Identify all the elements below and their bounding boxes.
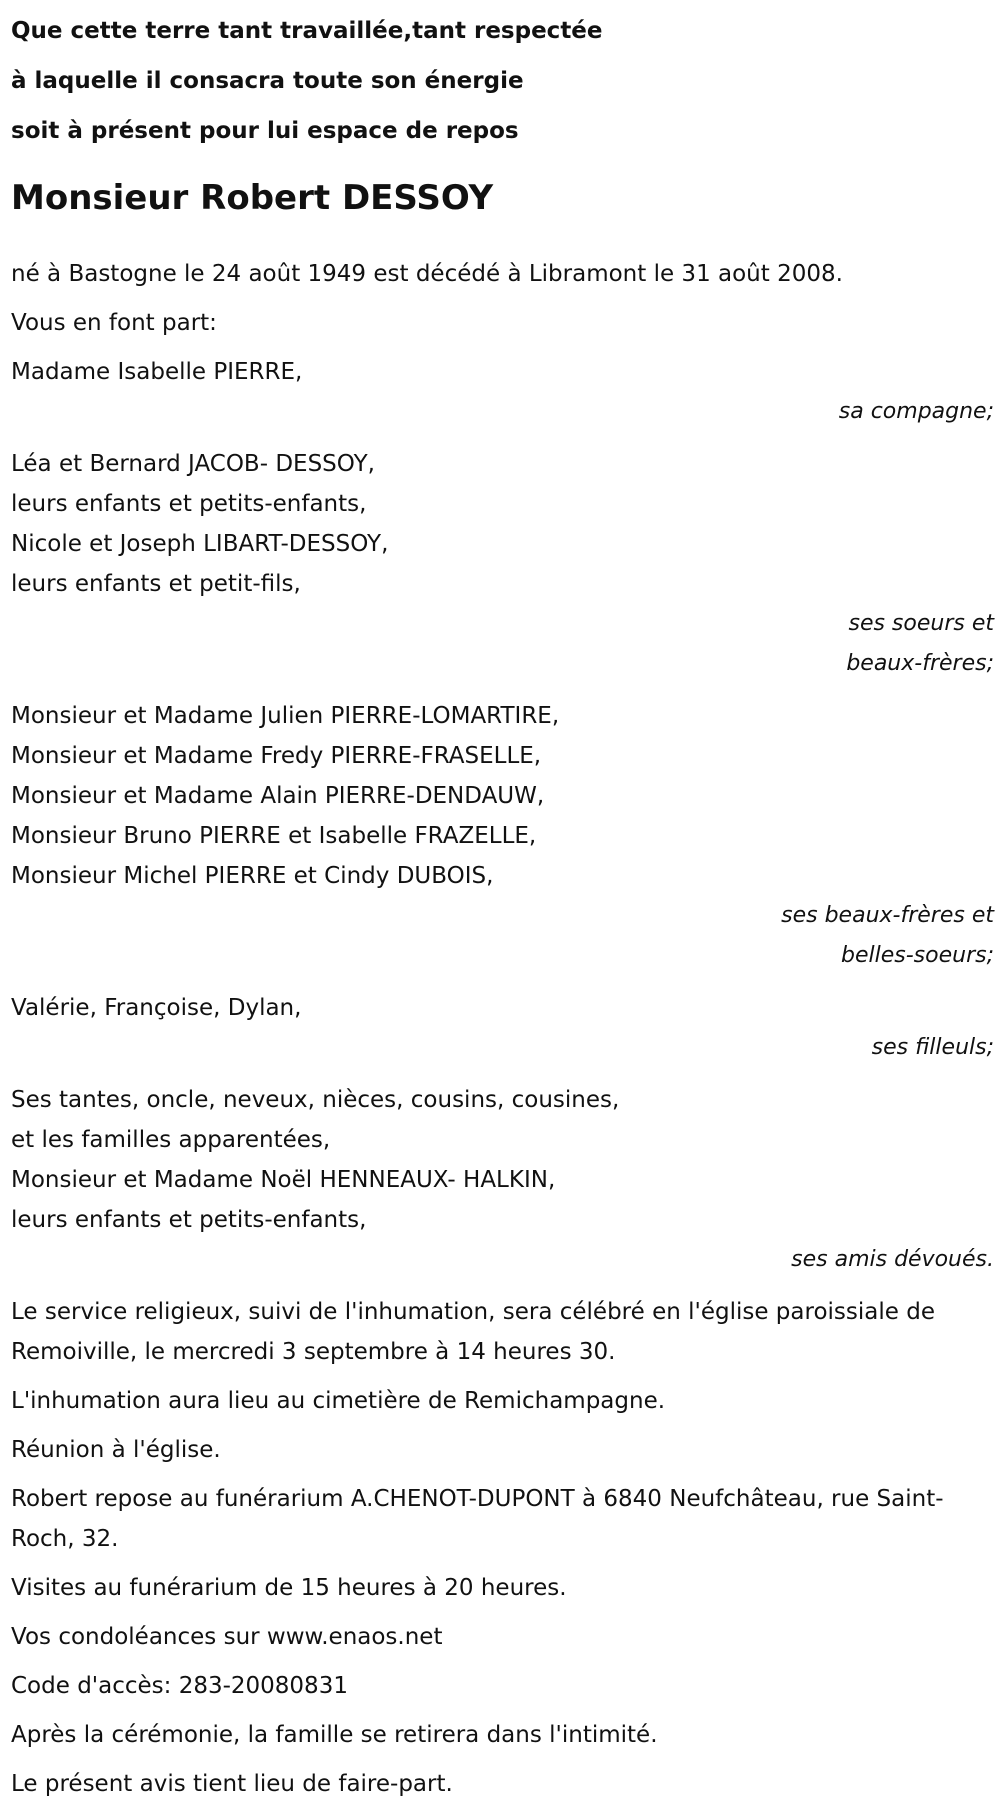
- mourner-line: et les familles apparentées,: [11, 1127, 331, 1153]
- relation-label: ses amis dévoués.: [791, 1247, 994, 1272]
- mourner-group-godchildren: [11, 988, 1000, 1068]
- intro: [11, 254, 1000, 343]
- epigraph: [11, 6, 1000, 156]
- relation-label: beaux-frères;: [846, 651, 994, 676]
- mourner-line: Monsieur et Madame Fredy PIERRE-FRASELLE,: [11, 743, 542, 769]
- service-info: Le service religieux, suivi de l'inhumation, sera célébré en l'église paroissiale de Remoiville, le mercredi 3 septembre à 14 heures 30.: [11, 1299, 935, 1365]
- mourner-groups: [11, 352, 1000, 1280]
- privacy-note: Après la cérémonie, la famille se retirera dans l'intimité.: [11, 1722, 658, 1748]
- service-details: [11, 1292, 1000, 1804]
- mourner-line: Monsieur et Madame Alain PIERRE-DENDAUW,: [11, 783, 545, 809]
- announcement-lead: Vous en font part:: [11, 310, 217, 336]
- relation-label: sa compagne;: [838, 399, 994, 424]
- mourner-line: Monsieur Michel PIERRE et Cindy DUBOIS,: [11, 863, 494, 889]
- relation-label: ses soeurs et: [848, 611, 994, 636]
- mourner-line: leurs enfants et petits-enfants,: [11, 1207, 367, 1233]
- mourner-line: Monsieur et Madame Julien PIERRE-LOMARTIRE,: [11, 703, 560, 729]
- visiting-hours: Visites au funérarium de 15 heures à 20 heures.: [11, 1575, 567, 1601]
- burial-info: L'inhumation aura lieu au cimetière de Remichampagne.: [11, 1388, 666, 1414]
- mourner-line: Léa et Bernard JACOB- DESSOY,: [11, 451, 375, 477]
- closing-note: Le présent avis tient lieu de faire-part.: [11, 1771, 453, 1797]
- epigraph-line: soit à présent pour lui espace de repos: [11, 118, 519, 144]
- mourner-group-sisters: [11, 444, 1000, 684]
- mourner-line: Monsieur Bruno PIERRE et Isabelle FRAZELLE,: [11, 823, 537, 849]
- mourner-line: Valérie, Françoise, Dylan,: [11, 995, 302, 1021]
- mourner-line: Monsieur et Madame Noël HENNEAUX- HALKIN,: [11, 1167, 556, 1193]
- mourner-line: Nicole et Joseph LIBART-DESSOY,: [11, 531, 389, 557]
- mourner-line: Ses tantes, oncle, neveux, nièces, cousins, cousines,: [11, 1087, 620, 1113]
- mourner-group-in-laws: [11, 696, 1000, 976]
- mourner-group-friends: [11, 1080, 1000, 1280]
- mourner-line: leurs enfants et petit-fils,: [11, 571, 301, 597]
- relation-label: ses beaux-frères et: [781, 903, 994, 928]
- relation-label: belles-soeurs;: [841, 943, 994, 968]
- epigraph-line: à laquelle il consacra toute son énergie: [11, 68, 524, 94]
- gathering-info: Réunion à l'église.: [11, 1437, 221, 1463]
- mourner-line: Madame Isabelle PIERRE,: [11, 359, 303, 385]
- condolences-info: Vos condoléances sur www.enaos.net: [11, 1624, 443, 1650]
- epigraph-line: Que cette terre tant travaillée,tant respectée: [11, 18, 603, 44]
- access-code: Code d'accès: 283-20080831: [11, 1673, 348, 1699]
- birth-death-statement: né à Bastogne le 24 août 1949 est décédé à Libramont le 31 août 2008.: [11, 261, 843, 287]
- funeral-home-info: Robert repose au funérarium A.CHENOT-DUPONT à 6840 Neufchâteau, rue Saint-Roch, 32.: [11, 1486, 944, 1552]
- mourner-group-partner: [11, 352, 1000, 432]
- page-title: Monsieur Robert DESSOY: [11, 178, 494, 218]
- relation-label: ses filleuls;: [871, 1035, 994, 1060]
- mourner-line: leurs enfants et petits-enfants,: [11, 491, 367, 517]
